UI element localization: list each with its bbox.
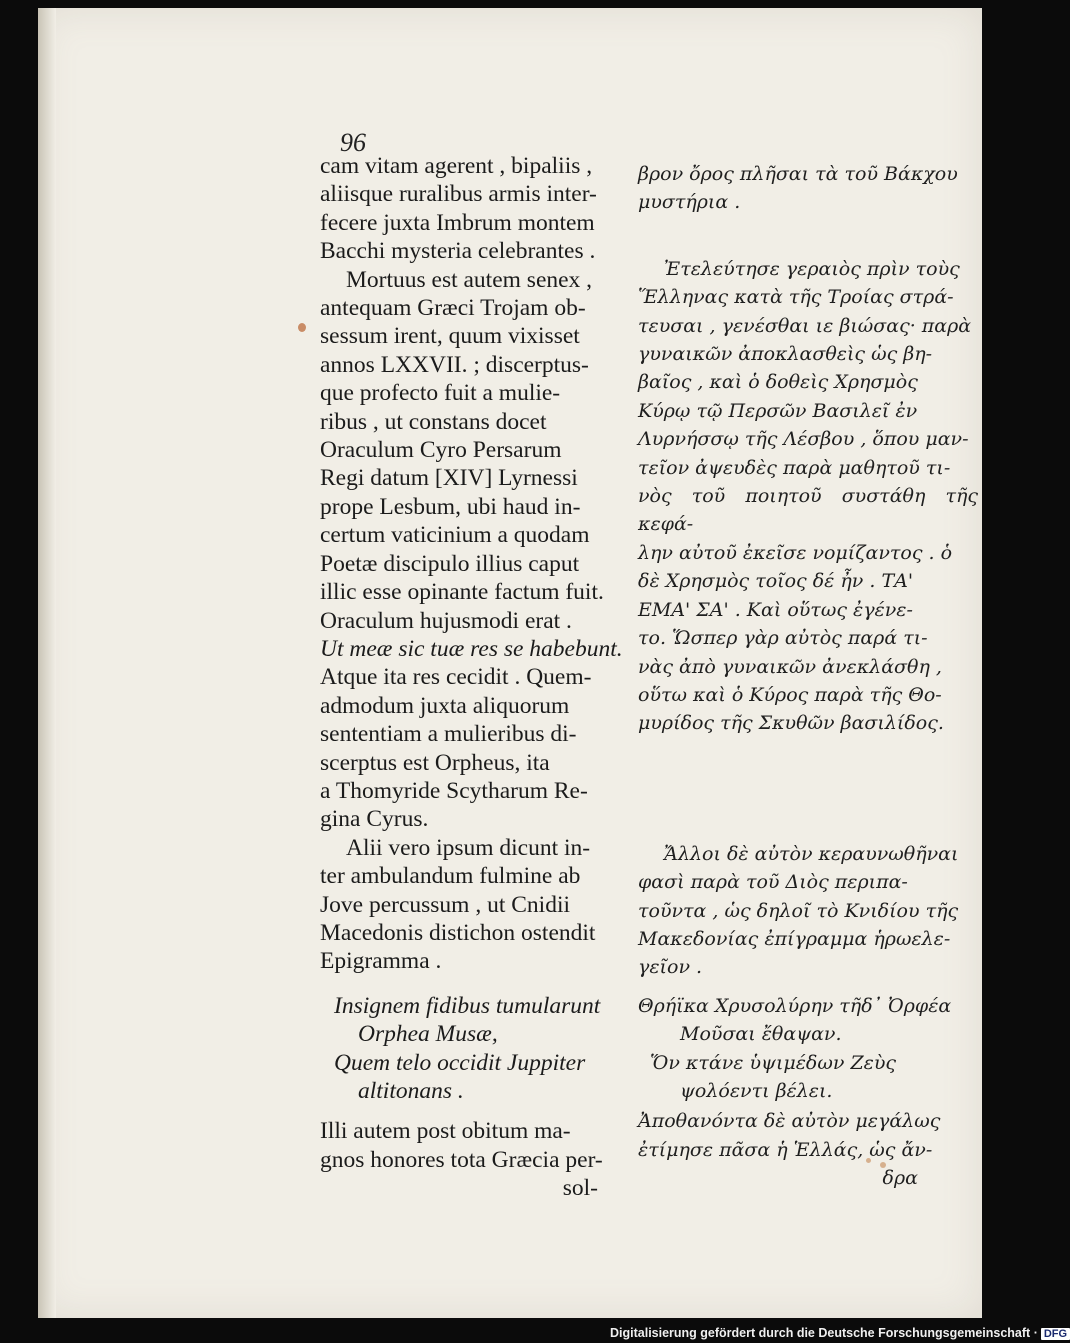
text-line: illic esse opinante factum fuit. xyxy=(320,579,604,606)
text-line: γεῖον . xyxy=(638,956,703,979)
latin-paragraph-4 xyxy=(320,1117,650,1174)
text-line: admodum juxta aliquorum xyxy=(320,692,570,719)
text-line: Ἐτελεύτησε γεραιὸς πρὶν τοὺς xyxy=(664,257,960,280)
text-line: τευσαι , γενέσθαι ιε βιώσας· παρὰ xyxy=(638,314,972,337)
greek-paragraph-3 xyxy=(638,840,978,982)
credit-text: Digitalisierung gefördert durch die Deutsche Forschungsgemeinschaft xyxy=(610,1326,1031,1340)
text-line: a Thomyride Scytharum Re- xyxy=(320,777,588,804)
text-line: Bacchi mysteria celebrantes . xyxy=(320,238,596,265)
epigram-line: Orphea Musæ, xyxy=(358,1021,498,1048)
epigram-line: Ὅν κτάνε ὑψιμέδων Ζεὺς xyxy=(650,1051,897,1074)
text-line: μυρίδος τῆς Σκυθῶν βασιλίδος. xyxy=(638,712,944,735)
latin-paragraph-3 xyxy=(320,834,650,976)
text-line: δὲ Χρησμὸς τοῖος δέ ἦν . ΤΑ' xyxy=(638,570,914,593)
text-line: Ἄλλοι δὲ αὐτὸν κεραυνωθῆναι xyxy=(664,842,959,865)
epigram-line: Insignem fidibus tumularunt xyxy=(334,992,601,1019)
greek-catchword: δρα xyxy=(882,1167,918,1190)
text-line: certum vaticinium a quodam xyxy=(320,522,590,549)
latin-epigram xyxy=(334,992,650,1106)
text-line: Ἕλληνας κατὰ τῆς Τροίας στρά- xyxy=(638,286,954,309)
text-line: Alii vero ipsum dicunt in- xyxy=(346,834,591,861)
text-line: Illi autem post obitum ma- xyxy=(320,1118,571,1145)
greek-column xyxy=(638,160,978,1193)
text-line: ΕΜΑ' ΣΑ' . Καὶ οὕτως ἐγένε- xyxy=(638,598,913,621)
latin-column xyxy=(320,152,650,1203)
text-line: Macedonis distichon ostendit xyxy=(320,919,596,946)
digitization-credit: Digitalisierung gefördert durch die Deutsche Forschungsgemeinschaft · DFG xyxy=(610,1326,992,1340)
text-line: annos LXXVII. ; discerptus- xyxy=(320,351,589,378)
text-line: νὰς ἀπὸ γυναικῶν ἀνεκλάσθη , xyxy=(638,655,942,678)
text-line: Κύρῳ τῷ Περσῶν Βασιλεῖ ἐν xyxy=(638,399,918,422)
dfg-logo: DFG xyxy=(1041,1328,1070,1340)
text-line: ἐτίμησε πᾶσα ἡ Ἑλλάς, ὡς ἄν- xyxy=(638,1138,933,1161)
greek-paragraph-4 xyxy=(638,1107,978,1164)
text-line: βρον ὄρος πλῆσαι τὰ τοῦ Βάκχου xyxy=(638,163,958,185)
text-line: γυναικῶν ἀποκλασθεὶς ὡς βη- xyxy=(638,343,933,366)
text-line: Oraculum hujusmodi erat . xyxy=(320,607,572,634)
text-line: Epigramma . xyxy=(320,948,442,975)
latin-paragraph-1 xyxy=(320,152,650,266)
text-line: οὕτω καὶ ὁ Κύρος παρὰ τῆς Θο- xyxy=(638,683,942,706)
ink-stain xyxy=(298,323,306,332)
text-line: Poetæ discipulo illius caput xyxy=(320,550,580,577)
text-line: sententiam a mulieribus di- xyxy=(320,721,577,748)
page-number: 96 xyxy=(340,128,366,157)
text-line: Μακεδονίας ἐπίγραμμα ἡρωελε- xyxy=(638,927,951,950)
epigram-line: ψολόεντι βέλει. xyxy=(680,1079,833,1102)
text-line: νὸς τοῦ ποιητοῦ συστάθη τῆς κεφά- xyxy=(638,485,978,536)
text-line: Atque ita res cecidit . Quem- xyxy=(320,664,592,691)
text-line: aliisque ruralibus armis inter- xyxy=(320,181,597,208)
text-line: fecere juxta Imbrum montem xyxy=(320,209,595,236)
epigram-line: Μοῦσαι ἔθαψαν. xyxy=(680,1023,842,1046)
text-line: antequam Græci Trojam ob- xyxy=(320,295,586,322)
text-line: sessum irent, quum vixisset xyxy=(320,323,580,350)
epigram-line: Θρήϊκα Χρυσολύρην τῆδ᾿ Ὀρφέα xyxy=(638,994,952,1017)
greek-paragraph-1 xyxy=(638,160,978,217)
text-line: ter ambulandum fulmine ab xyxy=(320,863,581,890)
epigram-line: Quem telo occidit Juppiter xyxy=(334,1049,586,1076)
latin-catchword: sol- xyxy=(562,1175,598,1202)
page-gutter-shadow xyxy=(38,8,56,1318)
text-line: gnos honores tota Græcia per- xyxy=(320,1146,603,1173)
text-line: ribus , ut constans docet xyxy=(320,408,547,435)
greek-paragraph-2 xyxy=(638,255,978,738)
greek-epigram xyxy=(638,992,978,1106)
text-line: Λυρνήσσῳ τῆς Λέσβου , ὅπου μαν- xyxy=(638,428,969,451)
text-line: Jove percussum , ut Cnidii xyxy=(320,891,570,918)
text-line: λην αὐτοῦ ἐκεῖσε νομίζαντος . ὁ xyxy=(638,541,953,564)
text-line: prope Lesbum, ubi haud in- xyxy=(320,493,581,520)
text-line: βαῖος , καὶ ὁ δοθεὶς Χρησμὸς xyxy=(638,371,918,394)
text-line: que profecto fuit a mulie- xyxy=(320,380,561,407)
text-line: gina Cyrus. xyxy=(320,806,429,833)
text-line: το. Ὥσπερ γὰρ αὐτὸς παρά τι- xyxy=(638,627,928,650)
text-line: Mortuus est autem senex , xyxy=(346,266,593,293)
text-line: τεῖον ἀψευδὲς παρὰ μαθητοῦ τι- xyxy=(638,456,951,479)
text-line: Ἀποθανόντα δὲ αὐτὸν μεγάλως xyxy=(638,1110,941,1133)
latin-paragraph-2 xyxy=(320,266,650,834)
epigram-line: altitonans . xyxy=(358,1078,464,1104)
text-line: scerptus est Orpheus, ita xyxy=(320,749,550,776)
book-page xyxy=(38,8,982,1318)
text-line: φασὶ παρὰ τοῦ Διὸς περιπα- xyxy=(638,871,908,894)
oracle-quote: Ut meæ sic tuæ res se habebunt. xyxy=(320,635,623,662)
text-line: Oraculum Cyro Persarum xyxy=(320,437,562,464)
text-line: τοῦντα , ὡς δηλοῖ τὸ Κνιδίου τῆς xyxy=(638,899,959,922)
text-line: μυστήρια . xyxy=(638,191,741,214)
text-line: Regi datum [XIV] Lyrnessi xyxy=(320,465,578,492)
text-line: cam vitam agerent , bipaliis , xyxy=(320,153,593,179)
